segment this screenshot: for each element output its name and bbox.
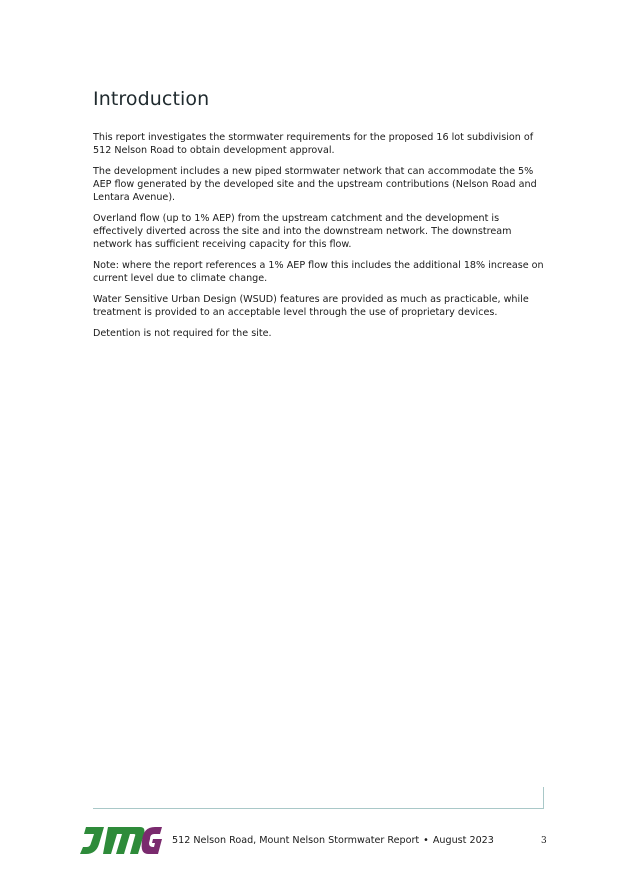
page-footer [80,826,550,856]
footer-rule-tick [543,787,544,808]
paragraph-detention: Detention is not required for the site. [93,328,272,339]
section-heading: Introduction [93,88,210,110]
footer-date: August 2023 [432,835,494,846]
paragraph-purpose: This report investigates the stormwater requirements for the proposed 16 lot subdivision of 512 Nelson Road to obtain development approval. [93,132,534,156]
paragraph-climate-note: Note: where the report references a 1% AEP flow this includes the additional 18% increase on current level due to climate change. [93,260,544,284]
body-text [93,131,548,348]
footer-report-title: 512 Nelson Road, Mount Nelson Stormwater Report [172,835,420,846]
paragraph-wsud: Water Sensitive Urban Design (WSUD) features are provided as much as practicable, while treatment is provided to an acceptable level through the use of proprietary devices. [93,294,529,318]
jmg-logo [80,827,162,854]
paragraph-overland-flow: Overland flow (up to 1% AEP) from the upstream catchment and the development is effectively diverted across the site and into the downstream network. The downstream network has sufficient receiving capacity for this flow. [93,213,512,250]
footer-separator: • [423,835,429,846]
page-number: 3 [541,836,547,846]
footer-title [172,835,494,846]
footer-rule [93,808,544,809]
paragraph-network: The development includes a new piped stormwater network that can accommodate the 5% AEP flow generated by the developed site and the upstream contributions (Nelson Road and Lentara Avenue). [93,166,537,203]
